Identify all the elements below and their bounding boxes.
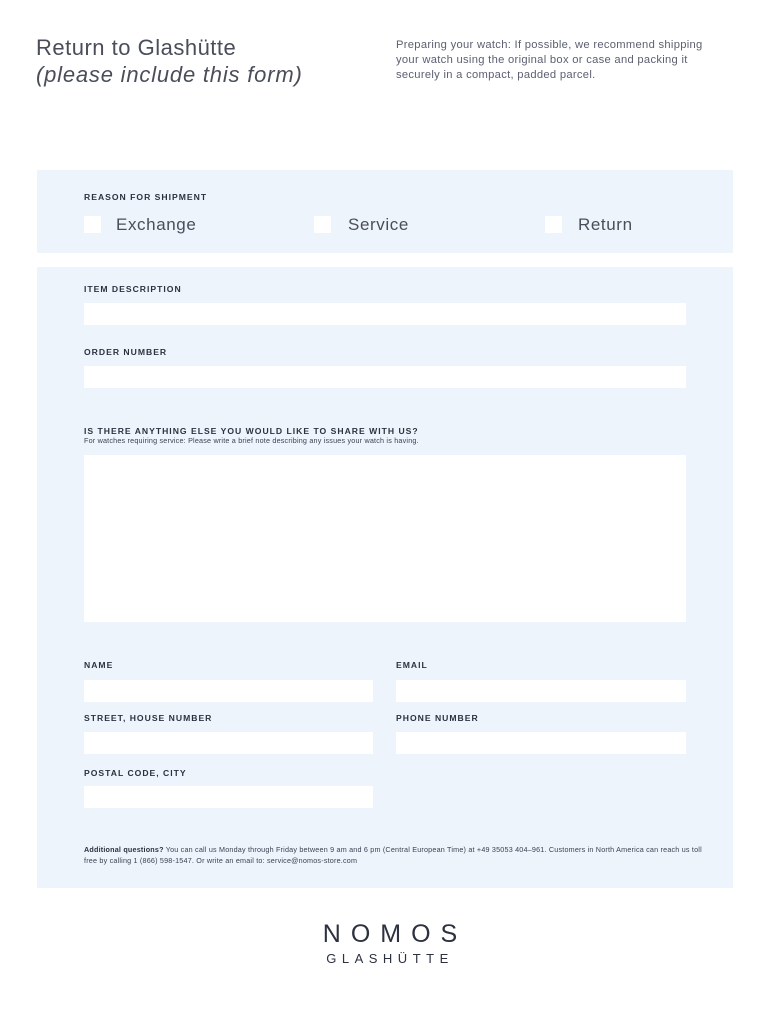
contact-info-text: You can call us Monday through Friday between 9 am and 6 pm (Central European Time) at +49 35053 404–961. Customers in North America can reach us toll free by calling 1 (866) 598-1547. Or write an email to: service@nomos-store.com xyxy=(84,845,702,865)
glashutte-logo: GLASHÜTTE xyxy=(326,951,454,966)
packing-note: Preparing your watch: If possible, we recommend shipping your watch using the original box or case and packing it securely in a compact, padded parcel. xyxy=(396,39,703,81)
additional-questions-heading: Additional questions? xyxy=(84,845,164,854)
reason-label: REASON FOR SHIPMENT xyxy=(84,192,208,202)
email-label: EMAIL xyxy=(396,660,428,670)
street-field[interactable] xyxy=(84,732,373,754)
name-label: NAME xyxy=(84,660,114,670)
item-description-label: ITEM DESCRIPTION xyxy=(84,284,182,294)
order-number-label: ORDER NUMBER xyxy=(84,347,168,357)
share-label: IS THERE ANYTHING ELSE YOU WOULD LIKE TO SHARE WITH US? xyxy=(84,426,419,436)
email-field[interactable] xyxy=(396,680,686,702)
name-field[interactable] xyxy=(84,680,373,702)
page-subtitle: (please include this form) xyxy=(36,62,303,87)
form-panel xyxy=(37,267,733,888)
return-label: Return xyxy=(578,215,633,234)
postal-field[interactable] xyxy=(84,786,373,808)
title-block xyxy=(36,34,303,88)
exchange-label: Exchange xyxy=(116,215,197,234)
item-description-field[interactable] xyxy=(84,303,686,325)
phone-field[interactable] xyxy=(396,732,686,754)
additional-questions-note xyxy=(84,844,704,866)
street-label: STREET, HOUSE NUMBER xyxy=(84,713,213,723)
share-textarea[interactable] xyxy=(84,455,686,622)
order-number-field[interactable] xyxy=(84,366,686,388)
service-label: Service xyxy=(348,215,409,234)
page-title: Return to Glashütte xyxy=(36,35,237,60)
nomos-logo: NOMOS xyxy=(322,920,468,948)
reason-panel xyxy=(37,170,733,253)
share-help: For watches requiring service: Please write a brief note describing any issues your watch is having. xyxy=(84,436,419,445)
return-checkbox[interactable] xyxy=(545,216,562,233)
exchange-checkbox[interactable] xyxy=(84,216,101,233)
phone-label: PHONE NUMBER xyxy=(396,713,479,723)
postal-label: POSTAL CODE, CITY xyxy=(84,768,187,778)
service-checkbox[interactable] xyxy=(314,216,331,233)
